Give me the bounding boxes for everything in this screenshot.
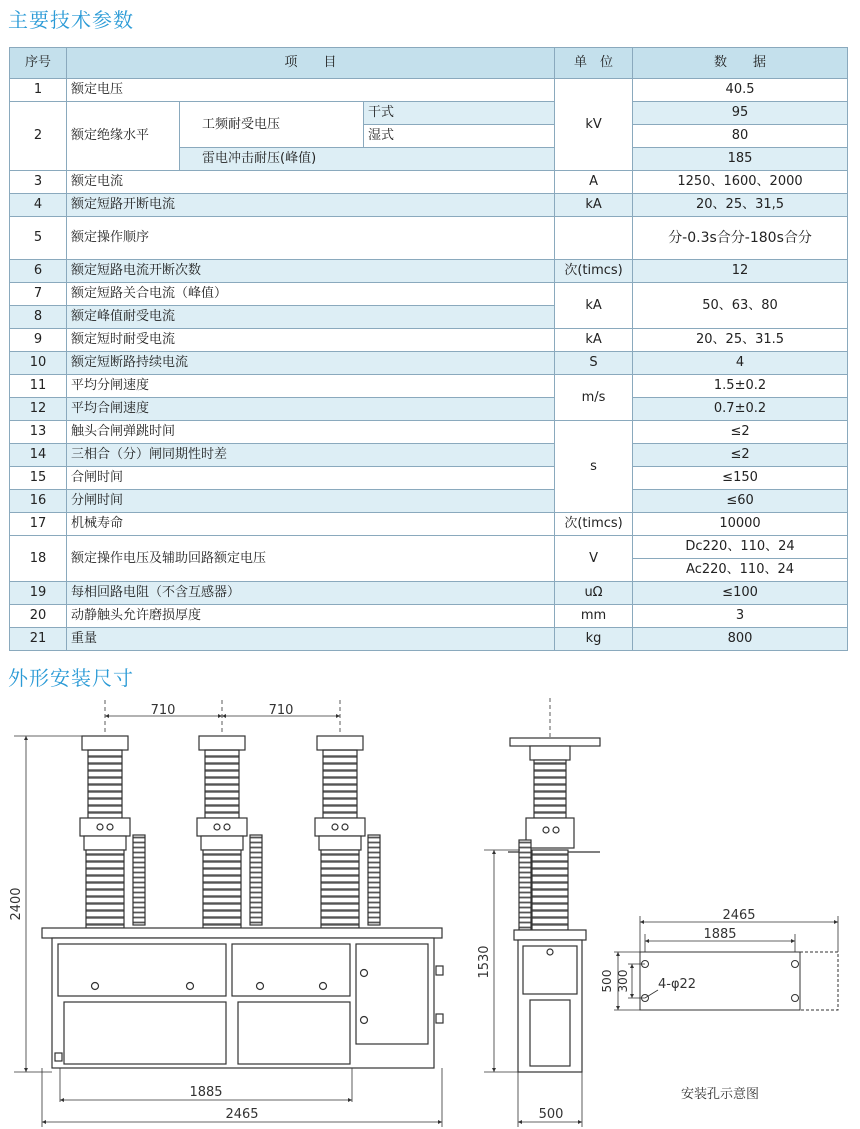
row-no: 7: [10, 283, 67, 306]
row-item: 平均分闸速度: [67, 375, 555, 398]
side-view: [484, 698, 600, 1127]
row-unit: 次(timcs): [555, 513, 633, 536]
table-row: [10, 375, 848, 398]
row-value: 0.7±0.2: [633, 398, 848, 421]
row-no: 16: [10, 490, 67, 513]
header-no: 序号: [10, 48, 67, 79]
spec-table: [9, 47, 848, 651]
row-no: 3: [10, 171, 67, 194]
row-unit: V: [555, 536, 633, 582]
dim-pole-spacing-1: 710: [150, 703, 176, 718]
row-value: ≤100: [633, 582, 848, 605]
row-value: 40.5: [633, 79, 848, 102]
row-item: 额定短路电流开断次数: [67, 260, 555, 283]
table-row: [10, 444, 848, 467]
table-row: [10, 171, 848, 194]
row-no: 10: [10, 352, 67, 375]
row-item: 额定操作电压及辅助回路额定电压: [67, 536, 555, 582]
row-unit: kg: [555, 628, 633, 651]
row-unit: s: [555, 421, 633, 513]
table-row: [10, 582, 848, 605]
row-value: 10000: [633, 513, 848, 536]
row-unit: kA: [555, 329, 633, 352]
table-row: [10, 467, 848, 490]
row-no: 8: [10, 306, 67, 329]
row-unit: [555, 217, 633, 260]
header-data: 数 据: [633, 48, 848, 79]
row-item: 三相合（分）闸同期性时差: [67, 444, 555, 467]
row-no: 5: [10, 217, 67, 260]
row-item: 额定短时耐受电流: [67, 329, 555, 352]
row-unit: A: [555, 171, 633, 194]
table-row: [10, 536, 848, 559]
row-unit: kA: [555, 283, 633, 329]
row-value: Dc220、110、24: [633, 536, 848, 559]
row-no: 2: [10, 102, 67, 171]
row-no: 1: [10, 79, 67, 102]
dim-mount-width: 1885: [189, 1085, 223, 1100]
row-item: 额定电压: [67, 79, 555, 102]
row-no: 9: [10, 329, 67, 352]
row-item: 每相回路电阻（不含互感器）: [67, 582, 555, 605]
row-unit: mm: [555, 605, 633, 628]
dim-side-width: 500: [538, 1107, 564, 1122]
row-value: 分-0.3s合分-180s合分: [633, 217, 848, 260]
row-value: 95: [633, 102, 848, 125]
row-item: 额定电流: [67, 171, 555, 194]
row-unit: kV: [555, 79, 633, 171]
row-value: 800: [633, 628, 848, 651]
table-row: [10, 102, 848, 125]
plan-caption: 安装孔示意图: [680, 1087, 760, 1102]
row-no: 17: [10, 513, 67, 536]
table-row: [10, 329, 848, 352]
front-view: [14, 700, 443, 1127]
row-value: 12: [633, 260, 848, 283]
table-row: [10, 605, 848, 628]
row-condition: 湿式: [364, 125, 555, 148]
dim-side-height: 1530: [477, 945, 492, 979]
table-row: [10, 79, 848, 102]
row-item: 额定绝缘水平: [67, 102, 180, 171]
row-no: 4: [10, 194, 67, 217]
table-row: [10, 628, 848, 651]
table-row: [10, 421, 848, 444]
table-row: [10, 217, 848, 260]
header-item: 项 目: [67, 48, 555, 79]
dim-plan-holes: 4-φ22: [658, 977, 697, 992]
dim-plan-depth: 500: [600, 969, 614, 993]
dims-title: 外形安装尺寸: [8, 666, 134, 690]
row-unit: 次(timcs): [555, 260, 633, 283]
row-no: 20: [10, 605, 67, 628]
row-value: ≤60: [633, 490, 848, 513]
row-value: 20、25、31.5: [633, 329, 848, 352]
header-unit: 单 位: [555, 48, 633, 79]
row-condition: 干式: [364, 102, 555, 125]
row-no: 19: [10, 582, 67, 605]
row-item: 重量: [67, 628, 555, 651]
pole-middle: [197, 736, 262, 928]
row-subitem: 雷电冲击耐压(峰值): [180, 148, 555, 171]
dim-height: 2400: [9, 887, 24, 921]
row-value: Ac220、110、24: [633, 559, 848, 582]
table-row: [10, 194, 848, 217]
dim-pole-spacing-2: 710: [268, 703, 294, 718]
row-value: ≤150: [633, 467, 848, 490]
row-item: 额定操作顺序: [67, 217, 555, 260]
row-item: 触头合闸弹跳时间: [67, 421, 555, 444]
row-value: 1.5±0.2: [633, 375, 848, 398]
table-row: [10, 352, 848, 375]
row-value: ≤2: [633, 444, 848, 467]
row-unit: m/s: [555, 375, 633, 421]
row-no: 15: [10, 467, 67, 490]
row-unit: uΩ: [555, 582, 633, 605]
row-item: 额定短断路持续电流: [67, 352, 555, 375]
row-item: 合闸时间: [67, 467, 555, 490]
row-no: 6: [10, 260, 67, 283]
dim-plan-total: 2465: [722, 908, 756, 923]
row-value: 50、63、80: [633, 283, 848, 329]
table-row: [10, 490, 848, 513]
table-row: [10, 260, 848, 283]
row-no: 14: [10, 444, 67, 467]
row-no: 12: [10, 398, 67, 421]
row-value: 185: [633, 148, 848, 171]
row-no: 11: [10, 375, 67, 398]
row-value: 3: [633, 605, 848, 628]
pole-right: [315, 736, 380, 928]
row-item: 分闸时间: [67, 490, 555, 513]
table-header-row: [10, 48, 848, 79]
table-row: [10, 398, 848, 421]
dim-plan-mount: 1885: [703, 927, 737, 942]
row-no: 21: [10, 628, 67, 651]
row-value: 1250、1600、2000: [633, 171, 848, 194]
row-item: 平均合闸速度: [67, 398, 555, 421]
row-unit: S: [555, 352, 633, 375]
dim-total-width: 2465: [225, 1107, 259, 1122]
row-value: 80: [633, 125, 848, 148]
row-value: 20、25、31,5: [633, 194, 848, 217]
table-row: [10, 513, 848, 536]
spec-title: 主要技术参数: [8, 8, 134, 32]
outline-drawing: [0, 690, 860, 1129]
row-item: 额定短路关合电流（峰值）: [67, 283, 555, 306]
row-item: 动静触头允许磨损厚度: [67, 605, 555, 628]
row-item: 额定短路开断电流: [67, 194, 555, 217]
pole-left: [80, 736, 145, 928]
row-value: 4: [633, 352, 848, 375]
row-item: 机械寿命: [67, 513, 555, 536]
row-no: 13: [10, 421, 67, 444]
row-unit: kA: [555, 194, 633, 217]
row-value: ≤2: [633, 421, 848, 444]
table-row: [10, 283, 848, 306]
dim-plan-hole-spacing: 300: [616, 969, 630, 993]
row-subitem: 工频耐受电压: [180, 102, 364, 148]
row-item: 额定峰值耐受电流: [67, 306, 555, 329]
row-no: 18: [10, 536, 67, 582]
